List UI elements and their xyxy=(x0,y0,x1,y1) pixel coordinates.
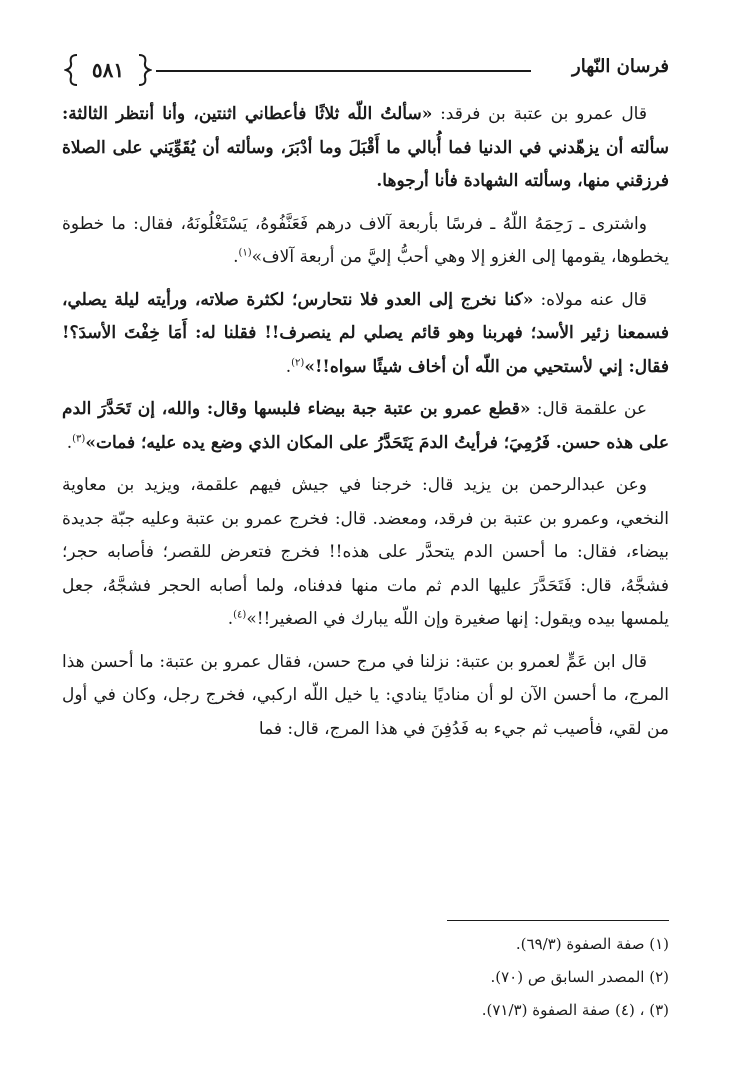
body-text xyxy=(62,98,669,755)
quote-text: «سألتُ اللّه ثلاثًا فأعطاني اثنتين، وأنا أنتظر الثالثة: سألته أن يزهّدني في الدنيا فما أُبالي ما أَقْبَلَ وما أدْبَرَ، وسألته أن يُقَوِّيَني على الصلاة فرزقني منها، وسألته الشهادة فأنا أرجوها. xyxy=(62,104,669,191)
paragraph-intro: قال عنه مولاه: xyxy=(533,289,647,310)
footnote-ref: (٢) xyxy=(291,356,305,368)
paragraph-end: . xyxy=(227,609,234,629)
footnote-3: (٣) ، (٤) صفة الصفوة (٧١/٣). xyxy=(481,1001,669,1019)
footnotes xyxy=(62,928,669,1027)
footnote-ref: (١) xyxy=(238,247,252,259)
header-rule xyxy=(156,70,531,72)
paragraph-text: وعن عبدالرحمن بن يزيد قال: خرجنا في جيش فيهم علقمة، ويزيد بن معاوية النخعي، وعمرو بن عتبة بن فرقد، ومعضد. قال: فخرج عمرو بن عتبة وعليه جبّة جديدة بيضاء، فقال: ما أحسن الدم يتحدَّر على هذه!! فخرج فتعرض للقصر؛ فأصابه حجر؛ فشجَّهُ، قال: فَتَحَدَّرَ عليها الدم ثم مات منها فدفناه، ولما أصابه الحجر فشجَّهُ، جعل يلمسها بيده ويقول: إنها صغيرة وإن اللّه يبارك في الصغير!!» xyxy=(62,475,669,629)
paragraph-3 xyxy=(62,284,669,385)
paragraph-2 xyxy=(62,208,669,275)
paragraph-5 xyxy=(62,469,669,637)
paragraph-text: واشترى ـ رَحِمَهُ اللّهُ ـ فرسًا بأربعة آلاف درهم فَعَنَّفُوهُ، يَسْتَغْلُونَهُ، فقال: ما خطوة يخطوها، يقومها إلى الغزو إلا وهي أحبُّ إليَّ من أربعة آلاف» xyxy=(62,213,669,267)
footnote-ref: (٤) xyxy=(233,609,247,621)
paragraph-end: . xyxy=(66,432,73,453)
paragraph-text: قال ابن عَمٍّ لعمرو بن عتبة: نزلنا في مرج حسن، فقال عمرو بن عتبة: ما أحسن هذا المرج، ما أحسن الآن لو أن مناديًا ينادي: يا خيل اللّه اركبي، فخرج رجل، وكان في أول من لقي، فأصيب ثم جيء به فَدُفِنَ في هذا المرج، قال: فما xyxy=(62,651,669,739)
running-header xyxy=(64,50,669,92)
paragraph-4 xyxy=(62,393,669,460)
footnote-rule xyxy=(447,920,669,921)
page-number-frame xyxy=(64,52,152,88)
quote-text: «كنا نخرج إلى العدو فلا نتحارس؛ لكثرة صلاته، ورأيته ليلة يصلي، فسمعنا زئير الأسد؛ فهربنا وهو قائم يصلي لم ينصرف!! فقلنا له: أَمَا خِفْتَ الأسدَ؟! فقال: إني لأستحيي من اللّه أن أخاف شيئًا سواه!!» xyxy=(62,289,669,377)
quote-text: «قطع عمرو بن عتبة جبة بيضاء فلبسها وقال: والله، إن تَحَدَّرَ الدم على هذه حسن. فَرُمِيَ؛ فرأيتُ الدمَ يَتَحَدَّرُ على المكان الذي وضع يده عليه؛ فمات» xyxy=(62,399,669,453)
paragraph-intro: عن علقمة قال: xyxy=(530,399,648,419)
book-title: فرسان النّهار xyxy=(572,56,669,77)
footnote-2: (٢) المصدر السابق ص (٧٠). xyxy=(490,968,669,986)
paragraph-end: . xyxy=(233,247,239,267)
paragraph-end: . xyxy=(285,356,292,377)
paragraph-6 xyxy=(62,646,669,747)
footnote-1: (١) صفة الصفوة (٦٩/٣). xyxy=(515,935,669,953)
paragraph-intro: قال عمرو بن عتبة بن فرقد: xyxy=(432,104,647,124)
footnote-ref: (٣) xyxy=(72,432,86,444)
paragraph-1 xyxy=(62,98,669,199)
page-number: ٥٨١ xyxy=(91,58,125,82)
